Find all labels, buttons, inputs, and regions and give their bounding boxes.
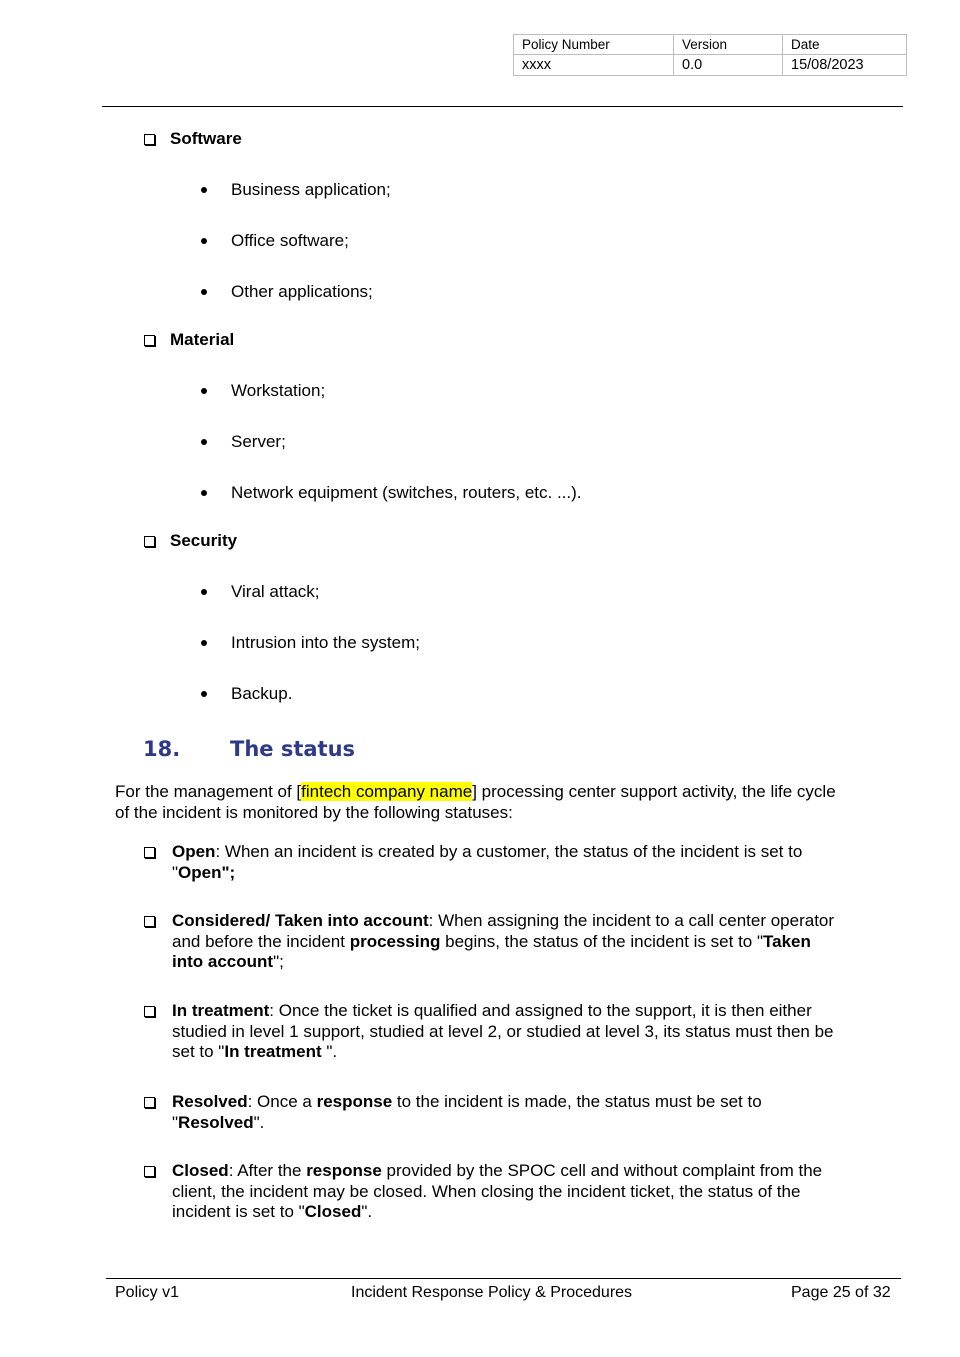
header-divider	[102, 106, 903, 107]
list-item: Office software;	[201, 231, 349, 251]
footer-document-title: Incident Response Policy & Procedures	[351, 1284, 633, 1301]
footer-divider	[106, 1278, 901, 1279]
date-value: 15/08/2023	[783, 55, 907, 76]
bullet-icon	[201, 490, 207, 496]
bullet-icon	[201, 691, 207, 697]
bullet-icon	[201, 238, 207, 244]
list-item: Viral attack;	[201, 582, 320, 602]
list-item: Intrusion into the system;	[201, 633, 420, 653]
status-open: Open: When an incident is created by a customer, the status of the incident is set to "Open";	[144, 842, 844, 883]
policy-number-value: xxxx	[514, 55, 674, 76]
checkbox-icon	[144, 335, 155, 346]
checkbox-icon	[144, 1097, 155, 1108]
checkbox-icon	[144, 847, 155, 858]
status-in-treatment: In treatment: Once the ticket is qualified and assigned to the support, it is then either studied in level 1 support, studied at level 2, or studied at level 3, its status must then be set to "In treatment ".	[144, 1001, 844, 1063]
status-resolved: Resolved: Once a response to the incident is made, the status must be set to "Resolved".	[144, 1092, 844, 1133]
list-item: Workstation;	[201, 381, 325, 401]
checkbox-icon	[144, 1166, 155, 1177]
bullet-icon	[201, 589, 207, 595]
header-info-table	[513, 34, 907, 76]
footer-page-number: Page 25 of 32	[791, 1284, 891, 1301]
list-item: Network equipment (switches, routers, etc. ...).	[201, 483, 582, 503]
footer-policy-version: Policy v1	[115, 1284, 180, 1301]
checkbox-icon	[144, 1006, 155, 1017]
checkbox-icon	[144, 536, 155, 547]
intro-paragraph: For the management of [fintech company name] processing center support activity, the life cycle of the incident is monitored by the following statuses:	[115, 782, 836, 822]
list-item: Server;	[201, 432, 286, 452]
status-considered: Considered/ Taken into account: When assigning the incident to a call center operator and before the incident processing begins, the status of the incident is set to "Taken into account";	[144, 911, 844, 973]
policy-number-label: Policy Number	[514, 35, 674, 55]
list-item: Business application;	[201, 180, 391, 200]
bullet-icon	[201, 640, 207, 646]
version-label: Version	[674, 35, 783, 55]
status-closed: Closed: After the response provided by the SPOC cell and without complaint from the client, the incident may be closed. When closing the incident ticket, the status of the incident is set to "Closed".	[144, 1161, 844, 1223]
section-title: The status	[230, 737, 356, 761]
highlighted-placeholder: fintech company name	[301, 782, 473, 801]
date-label: Date	[783, 35, 907, 55]
version-value: 0.0	[674, 55, 783, 76]
bullet-icon	[201, 187, 207, 193]
list-item: Backup.	[201, 684, 292, 704]
group-heading-material: Material	[144, 330, 234, 350]
checkbox-icon	[144, 134, 155, 145]
list-item: Other applications;	[201, 282, 373, 302]
group-heading-security: Security	[144, 531, 237, 551]
bullet-icon	[201, 388, 207, 394]
checkbox-icon	[144, 916, 155, 927]
section-number: 18.	[143, 737, 181, 761]
bullet-icon	[201, 439, 207, 445]
group-heading-software: Software	[144, 129, 242, 149]
bullet-icon	[201, 289, 207, 295]
